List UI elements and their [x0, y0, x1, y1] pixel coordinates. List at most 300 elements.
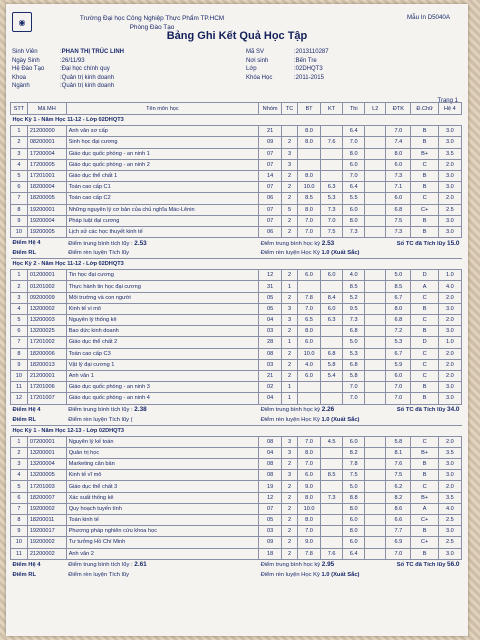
table-cell: 7.0	[343, 393, 365, 404]
table-cell: 8.2	[343, 447, 365, 458]
table-cell: 2.0	[438, 348, 461, 359]
table-cell	[365, 270, 386, 281]
table-cell: Kinh tế vi mô	[66, 303, 258, 314]
table-cell: 6.0	[321, 303, 343, 314]
table-row	[11, 193, 462, 204]
table-cell: 8.5	[297, 193, 320, 204]
table-cell: B	[411, 182, 438, 193]
table-cell: 1.0	[438, 270, 461, 281]
table-cell: 2	[282, 226, 298, 237]
table-cell: 13200001	[27, 447, 66, 458]
table-cell: 04	[259, 315, 282, 326]
summary-row-conduct	[11, 248, 462, 259]
table-cell: C+	[411, 515, 438, 526]
summary-row-gpa	[11, 238, 462, 249]
table-cell: 7.3	[321, 204, 343, 215]
table-row	[11, 526, 462, 537]
summary-cell	[259, 404, 365, 415]
table-cell: Giáo dục quốc phòng - an ninh 1	[66, 148, 258, 159]
field-separator: :	[60, 66, 62, 73]
table-cell: 2	[282, 270, 298, 281]
field-value: 2011-2015	[295, 74, 324, 81]
table-cell: 6.4	[343, 548, 365, 559]
table-row	[11, 382, 462, 393]
table-cell	[365, 492, 386, 503]
table-cell: Tin học đại cương	[66, 270, 258, 281]
semester-gpa-label: Điểm trung bình học kỳ	[260, 407, 322, 413]
table-row	[11, 447, 462, 458]
cumulative-gpa-value: 2.53	[134, 239, 147, 247]
table-cell: B+	[411, 447, 438, 458]
table-cell: 03	[259, 326, 282, 337]
table-cell	[297, 382, 320, 393]
table-cell: 8.0	[297, 447, 320, 458]
table-cell: B	[411, 470, 438, 481]
summary-label: Điểm RL	[12, 571, 37, 578]
table-cell: 11	[11, 382, 28, 393]
table-cell: 3	[11, 148, 28, 159]
table-cell: 8.5	[386, 281, 411, 292]
table-cell: 6.3	[321, 182, 343, 193]
table-cell: 7.0	[386, 382, 411, 393]
table-cell: 18200013	[27, 359, 66, 370]
field-value: PHAN THỊ TRÚC LINH	[61, 49, 125, 55]
table-cell: 18200011	[27, 515, 66, 526]
table-cell: 7	[11, 503, 28, 514]
table-cell: B	[411, 126, 438, 137]
table-cell: 2	[282, 170, 298, 181]
table-row	[11, 137, 462, 148]
credits-value: 15.0	[447, 239, 460, 247]
table-row	[11, 204, 462, 215]
table-cell: 7.2	[386, 326, 411, 337]
table-cell: 3	[282, 303, 298, 314]
table-cell: 2	[11, 281, 28, 292]
table-cell: 9	[11, 215, 28, 226]
table-cell: 2	[282, 215, 298, 226]
table-cell	[365, 182, 386, 193]
summary-row-conduct	[11, 570, 462, 580]
table-cell: 5.3	[343, 348, 365, 359]
table-cell: 2	[282, 182, 298, 193]
table-cell: 9.5	[343, 303, 365, 314]
cumulative-gpa-label: Điểm trung bình tích lũy :	[68, 240, 135, 247]
table-cell: 7.3	[386, 226, 411, 237]
semester-title: Học Kỳ 1 - Năm Học 12-13 - Lớp 02DHQT3	[11, 425, 462, 436]
table-cell: 3	[11, 459, 28, 470]
student-field	[12, 74, 124, 83]
credits-label: Số TC đã Tích lũy	[396, 240, 448, 247]
table-cell: Môi trường và con người	[66, 292, 258, 303]
table-cell: 7.0	[386, 548, 411, 559]
table-cell: 8.0	[386, 148, 411, 159]
table-cell: 3.0	[438, 382, 461, 393]
table-cell: 31	[259, 281, 282, 292]
table-cell	[365, 436, 386, 447]
table-cell: 6.0	[343, 159, 365, 170]
table-cell: 6.5	[297, 315, 320, 326]
field-separator: :	[60, 49, 62, 55]
table-cell: 08	[259, 459, 282, 470]
table-cell: B	[411, 226, 438, 237]
table-cell: 21200000	[27, 126, 66, 137]
table-cell: 2	[282, 193, 298, 204]
table-cell: B+	[411, 148, 438, 159]
table-cell: 6.0	[321, 270, 343, 281]
table-row	[11, 159, 462, 170]
summary-cell	[66, 559, 258, 570]
table-row	[11, 370, 462, 381]
table-cell	[365, 326, 386, 337]
table-row	[11, 281, 462, 292]
school-name: Trường Đại học Công Nghiệp Thực Phẩm TP.HCM	[79, 15, 225, 22]
table-cell	[365, 204, 386, 215]
table-cell: 19200001	[27, 204, 66, 215]
table-cell: 8.0	[343, 503, 365, 514]
table-cell	[297, 393, 320, 404]
table-cell: 12	[259, 270, 282, 281]
table-cell: Giáo dục quốc phòng - an ninh 3	[66, 382, 258, 393]
table-cell: 2.0	[438, 315, 461, 326]
table-cell: 7.0	[343, 382, 365, 393]
table-cell: 3.0	[438, 137, 461, 148]
table-cell: Toán cao cấp C1	[66, 182, 258, 193]
table-cell: 2.0	[438, 193, 461, 204]
table-cell: 2	[282, 526, 298, 537]
table-cell: 3	[282, 436, 298, 447]
table-cell: Giáo dục quốc phòng - an ninh 2	[66, 159, 258, 170]
table-cell: 5.0	[343, 337, 365, 348]
table-cell: 10	[11, 370, 28, 381]
field-label: Lớp	[246, 66, 257, 73]
table-cell: Marketing căn bản	[66, 459, 258, 470]
table-cell	[365, 226, 386, 237]
column-header: Nhóm	[259, 103, 282, 115]
table-cell	[365, 303, 386, 314]
cumulative-gpa-value: 2.38	[134, 406, 147, 413]
table-cell	[365, 548, 386, 559]
table-cell: Toán cao cấp C2	[66, 193, 258, 204]
table-cell: 8.0	[297, 515, 320, 526]
table-cell: C+	[411, 537, 438, 548]
table-cell: 9.0	[297, 537, 320, 548]
table-cell: 9	[11, 359, 28, 370]
column-header: L2	[365, 103, 386, 115]
table-cell: 21	[259, 126, 282, 137]
table-cell: 09	[259, 137, 282, 148]
table-cell: Anh văn 1	[66, 370, 258, 381]
table-cell: 5.8	[321, 359, 343, 370]
table-row	[11, 126, 462, 137]
cumulative-conduct-label: Điểm rèn luyện Tích lũy	[68, 416, 131, 423]
field-label: Sinh Viên	[12, 49, 38, 55]
table-cell: 4.0	[297, 359, 320, 370]
student-field	[12, 82, 124, 91]
table-cell: 6.0	[297, 337, 320, 348]
table-cell: 7.4	[386, 137, 411, 148]
table-cell: 05	[259, 515, 282, 526]
table-cell: D	[411, 337, 438, 348]
table-cell: 4	[11, 470, 28, 481]
table-cell: 3.5	[438, 492, 461, 503]
school-logo-icon: ◉	[12, 12, 32, 32]
table-row	[11, 515, 462, 526]
table-cell: 7.8	[297, 292, 320, 303]
table-cell: 3	[11, 292, 28, 303]
table-cell: 7.0	[321, 215, 343, 226]
table-cell: 07	[259, 159, 282, 170]
table-cell: 8.0	[343, 526, 365, 537]
table-cell: 7.8	[343, 459, 365, 470]
semester-gpa-value: 2.95	[321, 561, 335, 569]
table-cell: 3.0	[438, 215, 461, 226]
table-cell: 7.0	[297, 226, 320, 237]
table-cell: C	[411, 348, 438, 359]
table-cell: C	[411, 436, 438, 447]
table-cell	[365, 526, 386, 537]
cumulative-gpa-value: 2.61	[134, 561, 147, 569]
table-cell: B	[411, 393, 438, 404]
summary-cell	[66, 238, 258, 249]
table-cell: 2	[282, 503, 298, 514]
table-cell	[365, 292, 386, 303]
table-cell: 03	[259, 359, 282, 370]
table-cell: 04	[259, 447, 282, 458]
table-cell: 1.0	[438, 337, 461, 348]
grades-table	[10, 102, 462, 580]
field-value: 02DHQT3	[295, 66, 323, 73]
table-cell: B	[411, 326, 438, 337]
table-cell	[321, 459, 343, 470]
table-row	[11, 292, 462, 303]
table-cell: 4	[11, 159, 28, 170]
table-cell	[321, 526, 343, 537]
table-cell: 7.0	[297, 215, 320, 226]
table-cell: 18200004	[27, 182, 66, 193]
table-cell: 07	[259, 503, 282, 514]
field-label: Ngày Sinh	[12, 57, 40, 64]
table-cell: 13200002	[27, 303, 66, 314]
table-cell: 8	[11, 515, 28, 526]
table-cell: B	[411, 170, 438, 181]
page-title: Bảng Ghi Kết Quả Học Tập	[166, 30, 308, 42]
table-row	[11, 537, 462, 548]
table-cell: 1	[11, 270, 28, 281]
field-value: Đại học chính quy	[61, 66, 110, 73]
table-row	[11, 303, 462, 314]
table-cell: B	[411, 548, 438, 559]
table-row	[11, 481, 462, 492]
table-cell: 7.0	[297, 303, 320, 314]
summary-cell	[365, 559, 462, 570]
table-cell: 3.0	[438, 459, 461, 470]
table-cell: 19200002	[27, 537, 66, 548]
table-cell: 8.0	[297, 492, 320, 503]
table-cell: 3.0	[438, 326, 461, 337]
table-cell	[365, 359, 386, 370]
header	[6, 4, 468, 96]
table-cell: 2	[11, 137, 28, 148]
table-cell	[365, 537, 386, 548]
table-cell: 1	[282, 281, 298, 292]
table-cell	[365, 337, 386, 348]
table-cell: 7.7	[386, 526, 411, 537]
table-cell: 21200002	[27, 548, 66, 559]
table-cell: 6.7	[386, 292, 411, 303]
table-cell: 13200005	[27, 470, 66, 481]
table-cell: B	[411, 303, 438, 314]
table-cell: Toán cao cấp C3	[66, 348, 258, 359]
table-cell	[365, 315, 386, 326]
table-cell: 8.0	[297, 137, 320, 148]
table-cell: 3.0	[438, 170, 461, 181]
table-cell	[321, 326, 343, 337]
table-row	[11, 393, 462, 404]
table-cell: 2.0	[438, 370, 461, 381]
table-cell: 7.1	[386, 182, 411, 193]
table-cell: 5.8	[343, 370, 365, 381]
table-cell: 3	[282, 447, 298, 458]
column-header: KT	[321, 103, 343, 115]
table-cell: B	[411, 382, 438, 393]
table-cell: 06	[259, 193, 282, 204]
semester-conduct-value: 1.0 (Xuất Sắc)	[321, 250, 360, 257]
table-cell: 2	[282, 459, 298, 470]
summary-cell	[259, 570, 462, 580]
table-cell: B	[411, 459, 438, 470]
table-cell: 10.0	[297, 503, 320, 514]
table-cell: 13200025	[27, 326, 66, 337]
table-cell: 8	[11, 348, 28, 359]
table-cell: 07200001	[27, 436, 66, 447]
table-cell	[365, 348, 386, 359]
table-cell: D	[411, 270, 438, 281]
table-cell: 7.0	[297, 436, 320, 447]
table-cell: 6.0	[297, 470, 320, 481]
table-row	[11, 548, 462, 559]
table-cell: 1	[282, 337, 298, 348]
table-cell: 7	[11, 337, 28, 348]
table-cell: 08	[259, 470, 282, 481]
table-cell: Phương pháp nghiên cứu khoa học	[66, 526, 258, 537]
table-cell: 5.4	[321, 370, 343, 381]
table-cell: Pháp luật đại cương	[66, 215, 258, 226]
transcript-sheet	[6, 4, 468, 636]
table-cell: Anh văn 2	[66, 548, 258, 559]
table-cell: 6	[11, 492, 28, 503]
summary-cell	[259, 248, 462, 259]
table-row	[11, 215, 462, 226]
table-cell: 6.9	[386, 537, 411, 548]
table-cell: 8.5	[343, 281, 365, 292]
table-cell: Giáo dục thể chất 3	[66, 481, 258, 492]
table-cell: 09200009	[27, 292, 66, 303]
table-cell	[365, 382, 386, 393]
table-cell: A	[411, 281, 438, 292]
table-cell: 1	[282, 382, 298, 393]
semester-conduct-label: Điểm rèn luyện Học Kỳ	[260, 571, 322, 578]
table-cell: 03	[259, 526, 282, 537]
field-separator: :	[294, 66, 296, 73]
semester-title: Học Kỳ 2 - Năm Học 11-12 - Lớp 02DHQT3	[11, 259, 462, 270]
table-cell: 10	[11, 537, 28, 548]
table-cell: 6.4	[343, 182, 365, 193]
column-header: Hệ 4	[438, 103, 461, 115]
table-cell: 5.3	[386, 337, 411, 348]
column-header: STT	[11, 103, 28, 115]
summary-cell	[66, 404, 258, 415]
table-cell: 5.0	[386, 270, 411, 281]
column-header: Đ.Chữ	[411, 103, 438, 115]
summary-label: Điểm RL	[12, 250, 37, 257]
credits-value: 34.0	[447, 406, 460, 413]
semester-title: Học Kỳ 1 - Năm Học 11-12 - Lớp 02DHQT3	[11, 115, 462, 126]
table-cell	[321, 170, 343, 181]
table-cell: 6.0	[343, 204, 365, 215]
table-cell	[365, 459, 386, 470]
table-cell: 5.3	[321, 193, 343, 204]
table-cell: 05	[259, 303, 282, 314]
summary-cell	[66, 248, 258, 259]
table-cell: 2	[282, 359, 298, 370]
table-cell: Tư tưởng Hồ Chí Minh	[66, 537, 258, 548]
table-cell: 01200001	[27, 270, 66, 281]
table-cell	[365, 170, 386, 181]
table-cell: 3.0	[438, 226, 461, 237]
student-field	[12, 48, 124, 57]
table-cell: Lịch sử các học thuyết kinh tế	[66, 226, 258, 237]
page-number: Trang 1	[437, 98, 458, 104]
table-cell: 8.0	[386, 303, 411, 314]
table-cell	[365, 193, 386, 204]
table-cell: 6.0	[343, 436, 365, 447]
table-cell: 13200004	[27, 459, 66, 470]
semester-conduct-value: 1.0 (Xuất Sắc)	[321, 571, 360, 578]
table-cell: 12	[259, 492, 282, 503]
table-cell: 6.0	[343, 537, 365, 548]
table-cell: C	[411, 292, 438, 303]
semester-conduct-value: 1.0 (Xuất Sắc)	[321, 416, 360, 423]
table-cell: 17200004	[27, 148, 66, 159]
field-separator: :	[60, 83, 62, 90]
table-cell: C	[411, 315, 438, 326]
table-cell: Nguyên lý kế toán	[66, 436, 258, 447]
semester-title-row	[11, 259, 462, 270]
table-cell	[321, 382, 343, 393]
table-cell	[365, 393, 386, 404]
student-field	[246, 65, 329, 74]
field-label: Khóa Học	[246, 74, 273, 81]
table-cell: 5.8	[386, 436, 411, 447]
semester-gpa-value: 2.26	[321, 406, 335, 413]
table-cell: 18200007	[27, 492, 66, 503]
table-cell: C	[411, 193, 438, 204]
table-cell: 9.0	[297, 481, 320, 492]
table-cell: 8.0	[297, 326, 320, 337]
table-cell: 2	[11, 447, 28, 458]
table-cell	[321, 126, 343, 137]
table-cell: 6.8	[386, 204, 411, 215]
table-row	[11, 492, 462, 503]
field-separator: :	[294, 49, 296, 55]
table-cell: 2	[282, 137, 298, 148]
table-row	[11, 270, 462, 281]
table-cell: 08	[259, 348, 282, 359]
table-cell: 2.5	[438, 204, 461, 215]
field-label: Mã SV	[246, 49, 265, 55]
table-cell: 1	[11, 436, 28, 447]
table-cell: 8.6	[386, 503, 411, 514]
